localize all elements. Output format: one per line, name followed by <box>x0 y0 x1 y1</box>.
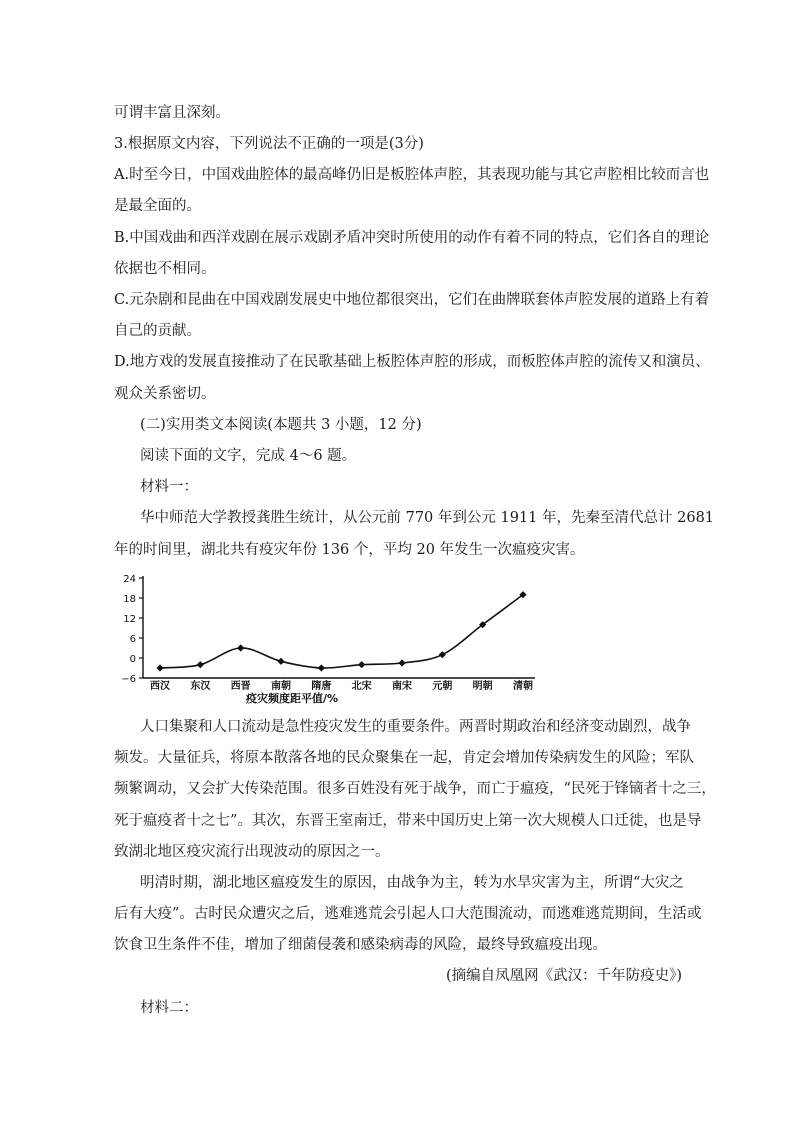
x-axis <box>143 678 535 692</box>
data-point-marker <box>277 658 284 665</box>
y-axis <box>121 574 143 685</box>
option-b-continued: 依据也不相同。 <box>114 261 216 277</box>
data-point-marker <box>197 661 204 668</box>
option-c-continued: 自己的贡献。 <box>114 323 201 339</box>
paragraph-line: 死于瘟疫者十之七”。其次，东晋王室南迁，带来中国历史上第一次大规模人口迁徙，也是导 <box>114 813 702 829</box>
option-a-continued: 是最全面的。 <box>114 198 201 214</box>
data-point-marker <box>398 659 405 666</box>
x-tick-label: 隋唐 <box>311 681 332 692</box>
data-point-marker <box>156 664 163 671</box>
paragraph-line: 致湖北地区疫灾流行出现波动的原因之一。 <box>114 844 390 860</box>
material-1-label: 材料一： <box>140 479 198 495</box>
y-tick-label: 6 <box>129 634 136 645</box>
option-a: A.时至今日，中国戏曲腔体的最高峰仍旧是板腔体声腔，其表现功能与其它声腔相比较而言也 <box>114 167 710 183</box>
material-2-label: 材料二： <box>140 1000 198 1016</box>
epidemic-frequency-chart <box>110 568 540 708</box>
x-tick-label: 东汉 <box>190 681 211 692</box>
paragraph-line: 华中师范大学教授龚胜生统计，从公元前 770 年到公元 1911 年，先秦至清代总计 2681 <box>140 510 715 526</box>
section-heading: (二)实用类文本阅读(本题共 3 小题，12 分) <box>140 417 422 433</box>
source-citation: (摘编自凤凰网《武汉：千年防疫史》) <box>445 968 682 984</box>
paragraph-line: 频繁调动，又会扩大传染范围。很多百姓没有死于战争，而亡于瘟疫，“民死于锋镝者十之三， <box>114 781 716 797</box>
option-d: D.地方戏的发展直接推动了在民歌基础上板腔体声腔的形成，而板腔体声腔的流传又和演员、 <box>114 354 710 370</box>
y-tick-label: 12 <box>123 614 136 625</box>
x-axis-title: 疫灾频度距平值/% <box>245 692 339 705</box>
paragraph-line: 明清时期，湖北地区瘟疫发生的原因，由战争为主，转为水旱灾害为主，所谓“大灾之 <box>140 875 684 891</box>
paragraph-line: 后有大疫”。古时民众遭灾之后，逃难逃荒会引起人口大范围流动，而逃难逃荒期间，生活或 <box>114 906 702 922</box>
data-point-marker <box>358 661 365 668</box>
paragraph-line: 饮食卫生条件不佳，增加了细菌侵袭和感染病毒的风险，最终导致瘟疫出现。 <box>114 937 607 953</box>
data-point-marker <box>439 651 446 658</box>
y-tick-label: 24 <box>123 574 136 585</box>
option-c: C.元杂剧和昆曲在中国戏剧发展史中地位都很突出，它们在曲牌联套体声腔发展的道路上有着 <box>114 292 710 308</box>
x-tick-label: 南宋 <box>392 681 412 692</box>
x-tick-label: 北宋 <box>351 681 372 692</box>
question-3-stem: 3.根据原文内容，下列说法不正确的一项是(3分) <box>114 136 424 152</box>
x-tick-label: 元朝 <box>432 681 453 692</box>
y-tick-label: −6 <box>121 674 136 685</box>
x-tick-label: 西汉 <box>150 681 170 692</box>
y-tick-label: 18 <box>123 594 136 605</box>
x-tick-label: 西晋 <box>230 681 251 692</box>
option-d-continued: 观众关系密切。 <box>114 386 216 402</box>
series-line <box>160 595 523 668</box>
data-point-marker <box>318 664 325 671</box>
x-tick-label: 南朝 <box>271 681 291 692</box>
paragraph-line: 频发。大量征兵，将原本散落各地的民众聚集在一起，肯定会增加传染病发生的风险；军队 <box>114 750 694 766</box>
paragraph-line: 年的时间里，湖北共有疫灾年份 136 个，平均 20 年发生一次瘟疫灾害。 <box>114 542 585 558</box>
data-point-marker <box>237 644 244 651</box>
option-b: B.中国戏曲和西洋戏剧在展示戏剧矛盾冲突时所使用的动作有着不同的特点，它们各自的理论 <box>114 230 710 246</box>
instruction: 阅读下面的文字，完成 4～6 题。 <box>140 448 357 464</box>
y-tick-label: 0 <box>129 654 136 665</box>
x-tick-label: 清朝 <box>513 681 533 692</box>
paragraph-line: 人口集聚和人口流动是急性疫灾发生的重要条件。两晋时期政治和经济变动剧烈，战争 <box>140 719 691 735</box>
x-tick-label: 明朝 <box>472 681 493 692</box>
text-line: 可谓丰富且深刻。 <box>114 105 230 121</box>
